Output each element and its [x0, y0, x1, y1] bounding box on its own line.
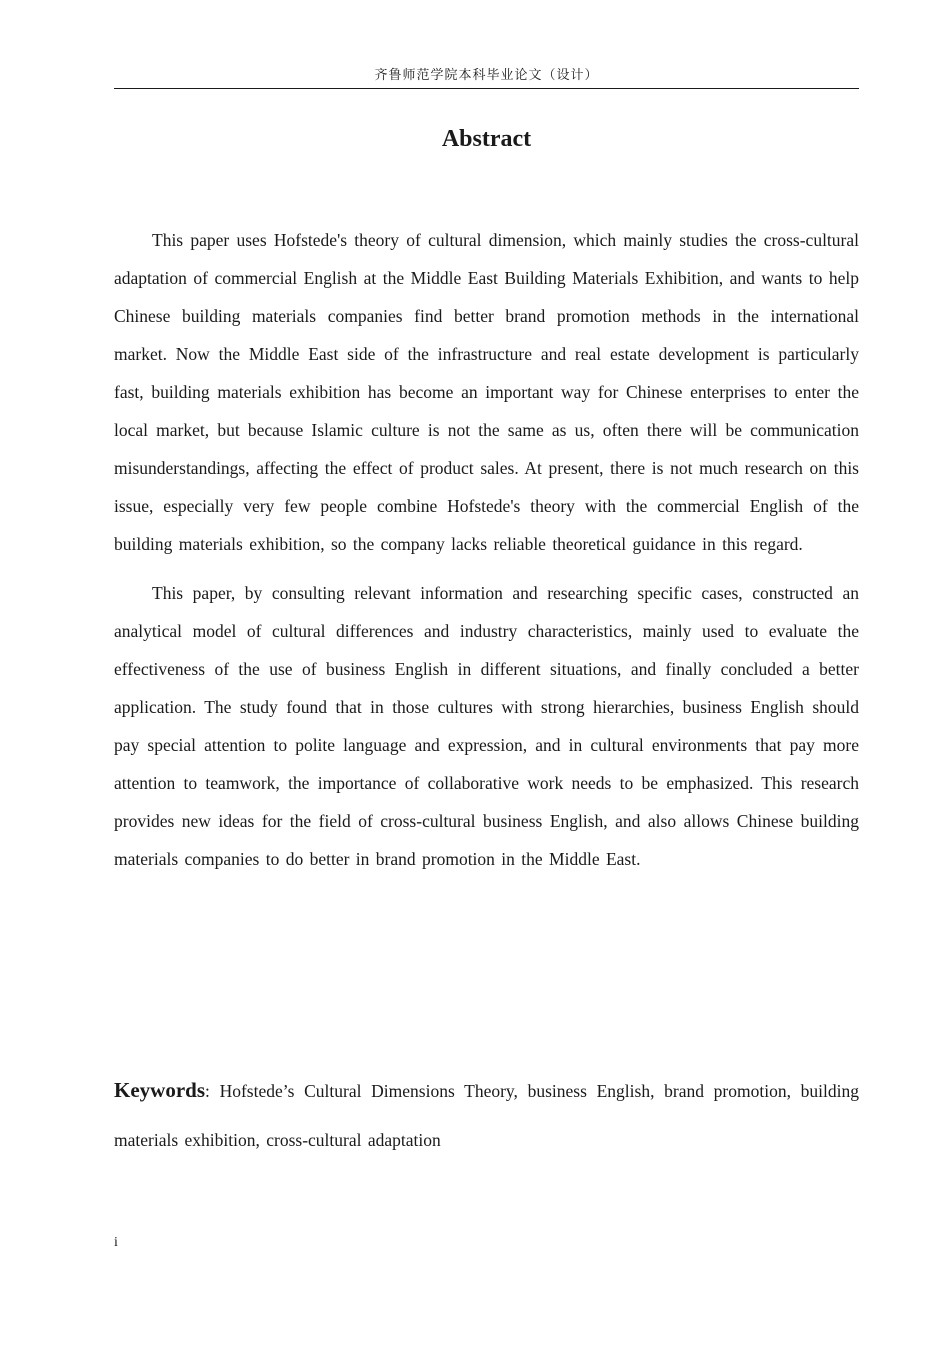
keywords-label: Keywords — [114, 1078, 205, 1102]
page-number: i — [114, 1235, 118, 1250]
keywords-text: Hofstede’s Cultural Dimensions Theory, business English, brand promotion, building materials exhibition, cross-cultural adaptation — [114, 1081, 859, 1150]
header-rule — [114, 88, 859, 89]
keywords-line — [114, 1066, 859, 1165]
abstract-paragraph-1: This paper uses Hofstede's theory of cultural dimension, which mainly studies the cross-cultural adaptation of commercial English at the Middle East Building Materials Exhibition, and wants to help Chinese building materials companies find better brand promotion methods in the international market. Now the Middle East side of the infrastructure and real estate development is particularly fast, building materials exhibition has become an important way for Chinese enterprises to enter the local market, but because Islamic culture is not the same as us, often there will be communication misunderstandings, affecting the effect of product sales. At present, there is not much research on this issue, especially very few people combine Hofstede's theory with the commercial English of the building materials exhibition, so the company lacks reliable theoretical guidance in this regard. — [114, 230, 859, 554]
abstract-paragraph-2: This paper, by consulting relevant information and researching specific cases, constructed an analytical model of cultural differences and industry characteristics, mainly used to evaluate the effectiveness of the use of business English in different situations, and finally concluded a better application. The study found that in those cultures with strong hierarchies, business English should pay special attention to polite language and expression, and in cultural environments that pay more attention to teamwork, the importance of collaborative work needs to be emphasized. This research provides new ideas for the field of cross-cultural business English, and also allows Chinese building materials companies to do better in brand promotion in the Middle East. — [114, 583, 859, 869]
abstract-title: Abstract — [441, 126, 532, 152]
running-header: 齐鲁师范学院本科毕业论文（设计） — [374, 68, 599, 83]
keywords-separator: : — [205, 1081, 220, 1101]
abstract-body — [114, 221, 859, 878]
